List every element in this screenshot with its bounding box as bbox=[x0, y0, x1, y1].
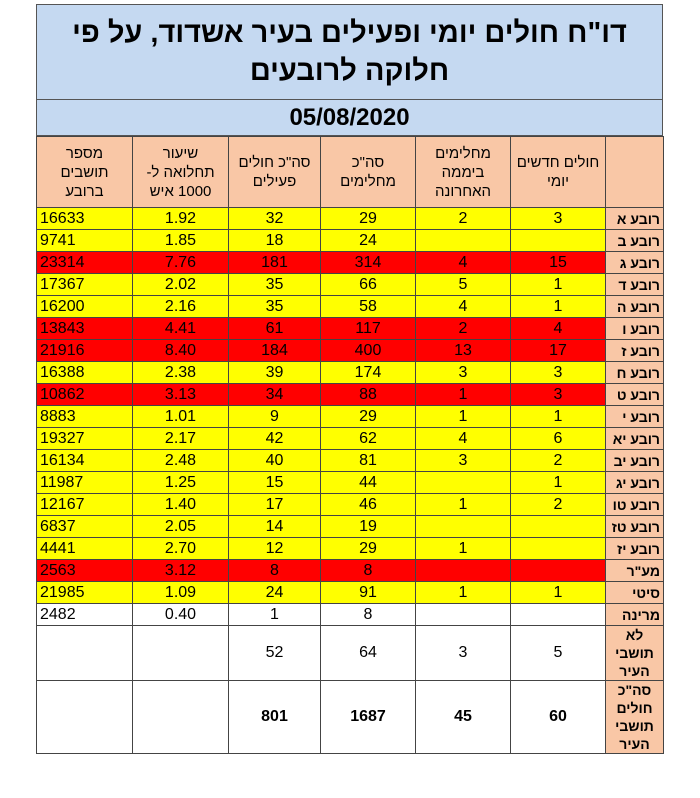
cell-recovered-last-day: 5 bbox=[416, 274, 511, 296]
cell-rate: 0.40 bbox=[133, 604, 229, 626]
cell-recovered-last-day: 3 bbox=[416, 362, 511, 384]
cell-district-name: רובע יא bbox=[606, 428, 664, 450]
cell-rate: 1.25 bbox=[133, 472, 229, 494]
total-row bbox=[37, 681, 664, 754]
cell-new-daily: 1 bbox=[511, 296, 606, 318]
cell-recovered-last-day: 3 bbox=[416, 626, 511, 681]
cell-residents: 4441 bbox=[37, 538, 133, 560]
cell-residents: 2563 bbox=[37, 560, 133, 582]
cell-recovered: 91 bbox=[321, 582, 416, 604]
cell-new-daily: 2 bbox=[511, 450, 606, 472]
cell-district-name: סה"כ חולים תושבי העיר bbox=[606, 681, 664, 754]
cell-rate: 7.76 bbox=[133, 252, 229, 274]
cell-new-daily: 17 bbox=[511, 340, 606, 362]
table-row bbox=[37, 560, 664, 582]
cell-active: 1 bbox=[229, 604, 321, 626]
cell-residents: 16388 bbox=[37, 362, 133, 384]
cell-rate: 3.12 bbox=[133, 560, 229, 582]
table-row bbox=[37, 274, 664, 296]
cell-new-daily: 1 bbox=[511, 472, 606, 494]
cell-active: 15 bbox=[229, 472, 321, 494]
cell-residents: 17367 bbox=[37, 274, 133, 296]
cell-district-name: רובע טו bbox=[606, 494, 664, 516]
cell-recovered-last-day bbox=[416, 516, 511, 538]
table-body bbox=[37, 208, 664, 754]
table-row bbox=[37, 538, 664, 560]
table-row bbox=[37, 384, 664, 406]
cell-district-name: רובע א bbox=[606, 208, 664, 230]
cell-active: 801 bbox=[229, 681, 321, 754]
cell-recovered-last-day: 1 bbox=[416, 582, 511, 604]
cell-new-daily: 60 bbox=[511, 681, 606, 754]
cell-recovered-last-day: 2 bbox=[416, 208, 511, 230]
cell-residents: 8883 bbox=[37, 406, 133, 428]
cell-new-daily bbox=[511, 516, 606, 538]
cell-district-name: רובע ז bbox=[606, 340, 664, 362]
cell-district-name: רובע ח bbox=[606, 362, 664, 384]
report-date: 05/08/2020 bbox=[36, 100, 663, 136]
cell-new-daily bbox=[511, 604, 606, 626]
cell-district-name: רובע יג bbox=[606, 472, 664, 494]
cell-active: 12 bbox=[229, 538, 321, 560]
cell-rate: 1.40 bbox=[133, 494, 229, 516]
cell-district-name: רובע ב bbox=[606, 230, 664, 252]
cell-district-name: רובע יז bbox=[606, 538, 664, 560]
cell-district-name: רובע ה bbox=[606, 296, 664, 318]
table-row bbox=[37, 340, 664, 362]
header-rate: שיעור תחלואה ל- 1000 איש bbox=[133, 137, 229, 208]
header-recovered: סה"כ מחלימים bbox=[321, 137, 416, 208]
header-district bbox=[606, 137, 664, 208]
cell-rate: 8.40 bbox=[133, 340, 229, 362]
cell-active: 34 bbox=[229, 384, 321, 406]
cell-active: 35 bbox=[229, 274, 321, 296]
cell-rate: 4.41 bbox=[133, 318, 229, 340]
cell-active: 14 bbox=[229, 516, 321, 538]
cell-active: 52 bbox=[229, 626, 321, 681]
cell-residents bbox=[37, 681, 133, 754]
table-row bbox=[37, 428, 664, 450]
cell-new-daily bbox=[511, 538, 606, 560]
cell-residents: 16200 bbox=[37, 296, 133, 318]
report-title: דו"ח חולים יומי ופעילים בעיר אשדוד, על פי חלוקה לרובעים bbox=[36, 4, 663, 100]
table-row bbox=[37, 516, 664, 538]
table-row bbox=[37, 296, 664, 318]
table-row bbox=[37, 318, 664, 340]
table-row bbox=[37, 230, 664, 252]
cell-residents: 16633 bbox=[37, 208, 133, 230]
cell-recovered-last-day bbox=[416, 230, 511, 252]
cell-recovered: 29 bbox=[321, 406, 416, 428]
cell-new-daily: 3 bbox=[511, 384, 606, 406]
cell-district-name: מרינה bbox=[606, 604, 664, 626]
cell-active: 184 bbox=[229, 340, 321, 362]
table-row bbox=[37, 362, 664, 384]
cell-district-name: מע"ר bbox=[606, 560, 664, 582]
table-row bbox=[37, 582, 664, 604]
cell-active: 18 bbox=[229, 230, 321, 252]
cell-new-daily: 2 bbox=[511, 494, 606, 516]
cell-rate: 1.09 bbox=[133, 582, 229, 604]
cell-active: 32 bbox=[229, 208, 321, 230]
cell-recovered: 314 bbox=[321, 252, 416, 274]
cell-recovered-last-day: 3 bbox=[416, 450, 511, 472]
cell-active: 39 bbox=[229, 362, 321, 384]
cell-rate: 1.01 bbox=[133, 406, 229, 428]
cell-recovered: 29 bbox=[321, 538, 416, 560]
cell-recovered-last-day: 1 bbox=[416, 406, 511, 428]
header-row bbox=[37, 137, 664, 208]
cell-residents: 23314 bbox=[37, 252, 133, 274]
cell-new-daily: 1 bbox=[511, 274, 606, 296]
cell-district-name: סיטי bbox=[606, 582, 664, 604]
cell-residents: 21916 bbox=[37, 340, 133, 362]
cell-recovered-last-day: 45 bbox=[416, 681, 511, 754]
cell-recovered: 58 bbox=[321, 296, 416, 318]
cell-new-daily: 4 bbox=[511, 318, 606, 340]
cell-rate: 1.92 bbox=[133, 208, 229, 230]
cell-recovered: 62 bbox=[321, 428, 416, 450]
cell-rate: 2.70 bbox=[133, 538, 229, 560]
cell-new-daily: 5 bbox=[511, 626, 606, 681]
cell-recovered: 81 bbox=[321, 450, 416, 472]
cell-district-name: רובע ו bbox=[606, 318, 664, 340]
cell-recovered: 117 bbox=[321, 318, 416, 340]
cell-new-daily: 15 bbox=[511, 252, 606, 274]
cell-new-daily: 3 bbox=[511, 208, 606, 230]
cell-rate: 2.02 bbox=[133, 274, 229, 296]
table-row bbox=[37, 472, 664, 494]
cell-recovered-last-day: 13 bbox=[416, 340, 511, 362]
cell-rate: 2.38 bbox=[133, 362, 229, 384]
cell-recovered: 8 bbox=[321, 560, 416, 582]
cell-new-daily bbox=[511, 560, 606, 582]
cell-rate: 3.13 bbox=[133, 384, 229, 406]
cell-district-name: רובע טז bbox=[606, 516, 664, 538]
table-row bbox=[37, 252, 664, 274]
cell-residents: 13843 bbox=[37, 318, 133, 340]
cell-residents: 2482 bbox=[37, 604, 133, 626]
cell-new-daily: 1 bbox=[511, 582, 606, 604]
cell-recovered: 64 bbox=[321, 626, 416, 681]
cell-district-name: רובע י bbox=[606, 406, 664, 428]
cell-recovered: 29 bbox=[321, 208, 416, 230]
cell-rate: 2.48 bbox=[133, 450, 229, 472]
cell-rate: 1.85 bbox=[133, 230, 229, 252]
cell-residents bbox=[37, 626, 133, 681]
cell-active: 181 bbox=[229, 252, 321, 274]
cell-rate bbox=[133, 681, 229, 754]
cell-residents: 10862 bbox=[37, 384, 133, 406]
cell-residents: 16134 bbox=[37, 450, 133, 472]
cell-residents: 9741 bbox=[37, 230, 133, 252]
table-row bbox=[37, 208, 664, 230]
cell-new-daily: 6 bbox=[511, 428, 606, 450]
cell-active: 40 bbox=[229, 450, 321, 472]
cell-district-name: רובע יב bbox=[606, 450, 664, 472]
cell-recovered-last-day: 1 bbox=[416, 384, 511, 406]
cell-recovered-last-day: 1 bbox=[416, 538, 511, 560]
cell-recovered: 174 bbox=[321, 362, 416, 384]
cell-active: 24 bbox=[229, 582, 321, 604]
table-row bbox=[37, 406, 664, 428]
cell-recovered-last-day: 4 bbox=[416, 428, 511, 450]
cell-residents: 11987 bbox=[37, 472, 133, 494]
cell-recovered: 19 bbox=[321, 516, 416, 538]
cell-rate bbox=[133, 626, 229, 681]
cell-district-name: רובע ג bbox=[606, 252, 664, 274]
header-recovered-last-day: מחלימים ביממה האחרונה bbox=[416, 137, 511, 208]
district-table bbox=[36, 136, 664, 754]
cell-recovered: 1687 bbox=[321, 681, 416, 754]
cell-recovered-last-day: 4 bbox=[416, 296, 511, 318]
cell-recovered-last-day: 2 bbox=[416, 318, 511, 340]
cell-rate: 2.17 bbox=[133, 428, 229, 450]
cell-residents: 12167 bbox=[37, 494, 133, 516]
non-residents-row bbox=[37, 626, 664, 681]
cell-new-daily: 1 bbox=[511, 406, 606, 428]
cell-district-name: רובע ד bbox=[606, 274, 664, 296]
cell-residents: 6837 bbox=[37, 516, 133, 538]
header-active: סה"כ חולים פעילים bbox=[229, 137, 321, 208]
cell-residents: 19327 bbox=[37, 428, 133, 450]
header-residents: מספר תושבים ברובע bbox=[37, 137, 133, 208]
cell-district-name: לא תושבי העיר bbox=[606, 626, 664, 681]
cell-recovered: 44 bbox=[321, 472, 416, 494]
header-new-daily: חולים חדשים יומי bbox=[511, 137, 606, 208]
table-row bbox=[37, 494, 664, 516]
cell-active: 17 bbox=[229, 494, 321, 516]
report-sheet bbox=[36, 4, 663, 754]
cell-recovered: 66 bbox=[321, 274, 416, 296]
cell-recovered: 46 bbox=[321, 494, 416, 516]
cell-rate: 2.05 bbox=[133, 516, 229, 538]
cell-recovered: 8 bbox=[321, 604, 416, 626]
table-row bbox=[37, 450, 664, 472]
cell-district-name: רובע ט bbox=[606, 384, 664, 406]
cell-recovered: 88 bbox=[321, 384, 416, 406]
cell-active: 8 bbox=[229, 560, 321, 582]
cell-new-daily bbox=[511, 230, 606, 252]
cell-recovered-last-day bbox=[416, 604, 511, 626]
cell-rate: 2.16 bbox=[133, 296, 229, 318]
table-row bbox=[37, 604, 664, 626]
cell-residents: 21985 bbox=[37, 582, 133, 604]
cell-recovered-last-day: 4 bbox=[416, 252, 511, 274]
cell-active: 9 bbox=[229, 406, 321, 428]
cell-active: 42 bbox=[229, 428, 321, 450]
cell-recovered-last-day: 1 bbox=[416, 494, 511, 516]
cell-active: 61 bbox=[229, 318, 321, 340]
cell-recovered-last-day bbox=[416, 472, 511, 494]
cell-recovered: 400 bbox=[321, 340, 416, 362]
cell-recovered-last-day bbox=[416, 560, 511, 582]
cell-recovered: 24 bbox=[321, 230, 416, 252]
cell-new-daily: 3 bbox=[511, 362, 606, 384]
cell-active: 35 bbox=[229, 296, 321, 318]
